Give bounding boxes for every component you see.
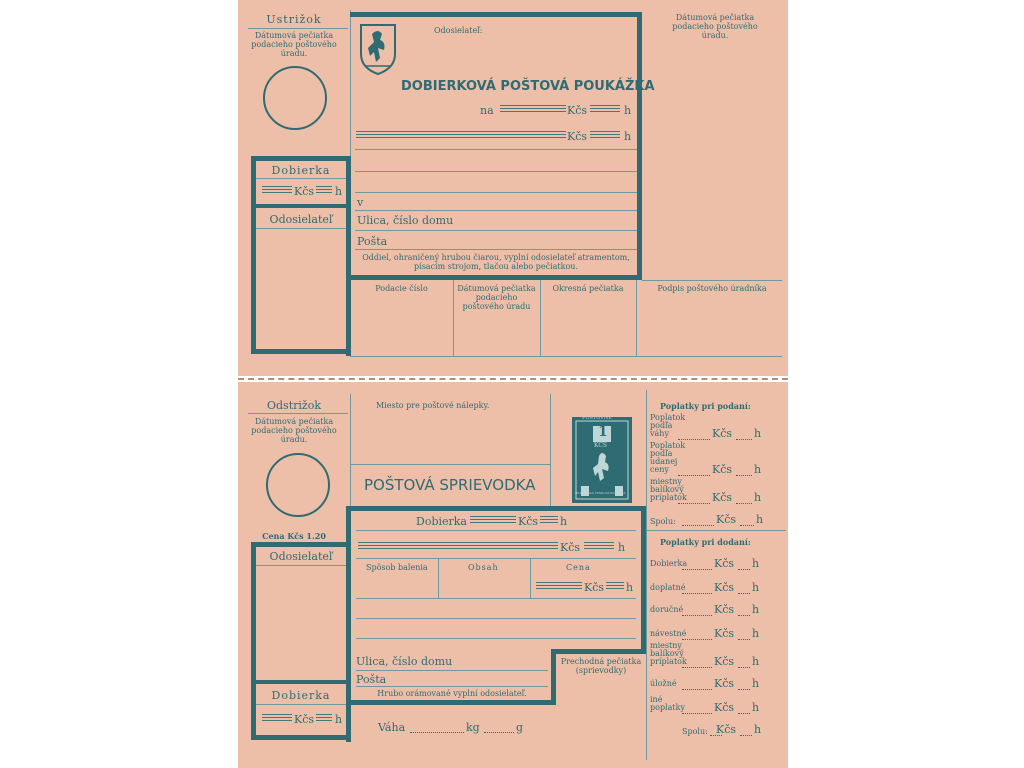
card-dobierkova-poukazka (238, 0, 788, 376)
fee-podani-3-h: h (754, 491, 762, 504)
cena-h: h (626, 581, 634, 594)
na-hatch (500, 105, 566, 114)
divider (355, 149, 637, 150)
fee-podani-3-l2: balíkový (650, 485, 684, 494)
words-h-hatch (590, 131, 620, 140)
podpis-uradnika: Podpis poštového úradníka (657, 284, 767, 293)
fee-podani-2-l3: udanej (650, 457, 678, 466)
vaha-dots (410, 732, 464, 733)
kg-label: kg (466, 721, 480, 734)
words-hatch (358, 542, 558, 551)
stub-stamp-note-1: Dátumová pečiatka (254, 31, 334, 40)
right-stamp-note-2: podacieho poštového (672, 22, 758, 31)
words-kcs: Kčs (560, 541, 581, 554)
divider (551, 649, 646, 654)
fee-podani-1-h: h (754, 427, 762, 440)
fee-podani-2-kcs: Kčs (712, 463, 733, 476)
fee-dodani-5-h: h (752, 655, 760, 668)
stamp-value: 1 (598, 424, 608, 440)
stub-h-hatch (316, 186, 332, 195)
divider (356, 670, 548, 671)
divider (346, 542, 351, 742)
fee-dodani-6-l1: úložné (650, 679, 677, 688)
fee-dodani-2-h: h (752, 581, 760, 594)
g-dots (484, 732, 514, 733)
divider (350, 356, 782, 357)
obsah-label: Obsah (468, 563, 499, 572)
divider (355, 249, 637, 250)
divider (646, 530, 786, 531)
vaha-label: Váha (378, 721, 406, 734)
words-h-hatch (584, 542, 614, 551)
stub-h: h (335, 185, 343, 198)
dobierka-h: h (560, 515, 568, 528)
divider (550, 394, 551, 506)
fee-podani-3-l1: miestny (650, 477, 682, 486)
divider (256, 680, 346, 684)
fees-podani-title: Poplatky pri podaní: (660, 401, 751, 411)
note-line-1: Oddiel, ohraničený hrubou čiarou, vyplní odosielateľ atramentom, (362, 253, 630, 262)
fee-dodani-1-dots (682, 569, 712, 570)
prechodna-2: (sprievodky) (575, 666, 627, 675)
fee-dodani-7-h: h (752, 701, 760, 714)
fee-dodani-2-hdots (738, 593, 750, 594)
dobierka-h-hatch (540, 516, 558, 525)
fee-dodani-6-kcs: Kčs (714, 677, 735, 690)
stub-sender-box (251, 542, 351, 740)
cena-hatch (536, 582, 582, 591)
divider (346, 700, 556, 705)
stub-title: Ustrižok (266, 13, 322, 26)
podacie-cislo: Podacie číslo (375, 284, 428, 293)
datumova-2: podacieho (475, 293, 518, 302)
fee-podani-2-dots (678, 475, 710, 476)
fee-podani-1-dots (678, 439, 710, 440)
fee-podani-spolu: Spolu: (650, 517, 676, 526)
fee-dodani-3-l1: doručné (650, 605, 684, 614)
fee-podani-3-dots (678, 503, 710, 504)
fee-dodani-1-kcs: Kčs (714, 557, 735, 570)
stub-amount-hatch (262, 714, 292, 723)
stub-dobierka: Dobierka (271, 689, 331, 702)
stub-amount-hatch (262, 186, 292, 195)
fee-podani-1-kcs: Kčs (712, 427, 733, 440)
fee-dodani-5-hdots (738, 667, 750, 668)
divider (530, 558, 531, 598)
fee-dodani-2-l1: doplatné (650, 583, 686, 592)
words-h: h (624, 130, 632, 143)
divider (256, 565, 346, 566)
fee-dodani-7-l1: iné (650, 695, 663, 704)
note-label: Hrubo orámované vyplní odosielateľ. (377, 689, 527, 698)
divider (256, 178, 346, 179)
fee-dodani-1-h: h (752, 557, 760, 570)
fee-dodani-7-kcs: Kčs (714, 701, 735, 714)
fee-dodani-2-kcs: Kčs (714, 581, 735, 594)
divider (256, 204, 346, 208)
fee-podani-2-l1: Poplatok (650, 441, 686, 450)
coat-of-arms-icon (358, 22, 398, 76)
right-stamp-note-1: Dátumová pečiatka (675, 13, 755, 22)
divider (256, 704, 346, 705)
ulica-label: Ulica, číslo domu (357, 214, 454, 227)
divider (356, 598, 636, 599)
stub-stamp-note-2: podacieho poštového (251, 426, 337, 435)
fee-dodani-7-dots (682, 713, 712, 714)
perforation-line (238, 378, 788, 380)
stub-stamp-note-3: úradu. (280, 435, 308, 444)
card-postova-sprievodka (238, 382, 788, 768)
sprievodka-title: POŠTOVÁ SPRIEVODKA (364, 476, 536, 494)
cena-label: Cena (566, 563, 591, 572)
divider (355, 171, 637, 172)
fee-dodani-1-l1: Dobierka (650, 559, 688, 568)
na-label: na (480, 104, 494, 117)
prechodna-1: Prechodná pečiatka (560, 657, 642, 666)
miesto-nalepky: Miesto pre poštové nálepky. (376, 401, 490, 410)
stub-h: h (335, 713, 343, 726)
fee-dodani-3-dots (682, 615, 712, 616)
g-label: g (516, 721, 524, 734)
fee-dodani-3-kcs: Kčs (714, 603, 735, 616)
divider (248, 28, 348, 29)
main-title: DOBIERKOVÁ POŠTOVÁ POUKÁŽKA (401, 79, 655, 94)
dobierka-kcs: Kčs (518, 515, 539, 528)
divider (346, 156, 351, 356)
stamp-top: POŠTOVNÉ (582, 415, 612, 421)
stub-odosielatel: Odosielateľ (269, 550, 333, 563)
fee-podani-2-l4: ceny (650, 465, 669, 474)
divider (356, 638, 636, 639)
stub-stamp-note-2: podacieho poštového (251, 40, 337, 49)
divider (646, 390, 647, 760)
fee-dodani-1-hdots (738, 569, 750, 570)
divider (355, 192, 637, 193)
datumova-3: poštového úradu (462, 302, 531, 311)
fee-dodani-5-l2: balíkový (650, 649, 684, 658)
fee-podani-1-l2: podľa (650, 421, 673, 430)
fee-dodani-4-l1: návestné (650, 629, 687, 638)
fee-dodani-4-dots (682, 639, 712, 640)
fee-dodani-spolu-h: h (754, 723, 762, 736)
divider (256, 228, 346, 229)
stamp-side: REPUBLIKA ČESKOSLOVENSKÁ (575, 491, 626, 495)
fees-dodani-title: Poplatky pri dodaní: (660, 537, 751, 547)
fee-podani-spolu-hdots (740, 525, 754, 526)
note-line-2: písacím strojom, tlačou alebo pečiatkou. (414, 262, 578, 271)
fee-podani-2-l2: podľa (650, 449, 673, 458)
fee-podani-3-kcs: Kčs (712, 491, 733, 504)
stub-stamp-circle (266, 453, 330, 517)
fee-dodani-5-l1: miestny (650, 641, 682, 650)
fee-dodani-5-l3: príplatok (650, 657, 687, 666)
fee-podani-1-l1: Poplatok (650, 413, 686, 422)
posta-label: Pošta (356, 673, 387, 686)
fee-dodani-6-h: h (752, 677, 760, 690)
divider (438, 558, 439, 598)
divider (346, 506, 646, 511)
stub-cena: Cena Kčs 1.20 (262, 531, 326, 541)
v-label: v (357, 196, 364, 209)
divider (346, 275, 356, 280)
fee-podani-spolu-kcs: Kčs (716, 513, 737, 526)
fee-dodani-2-dots (682, 593, 712, 594)
stub-title: Odstrižok (267, 399, 321, 412)
datumova-1: Dátumová pečiatka (457, 284, 536, 293)
fee-dodani-spolu-kcs: Kčs (716, 723, 737, 736)
divider (356, 686, 548, 687)
stub-kcs: Kčs (294, 713, 315, 726)
divider (355, 210, 637, 211)
divider (356, 618, 636, 619)
fee-podani-1-l3: váhy (650, 429, 669, 438)
stub-stamp-note-1: Dátumová pečiatka (254, 417, 334, 426)
fee-podani-spolu-h: h (756, 513, 764, 526)
divider (356, 558, 636, 559)
fee-dodani-spolu-hdots (740, 735, 752, 736)
fee-dodani-4-kcs: Kčs (714, 627, 735, 640)
stub-h-hatch (316, 714, 332, 723)
divider (642, 280, 782, 281)
okresna-peciatka: Okresná pečiatka (552, 284, 624, 293)
right-stamp-note-3: úradu. (701, 31, 729, 40)
divider (355, 230, 637, 231)
divider (350, 464, 550, 465)
fee-dodani-4-hdots (738, 639, 750, 640)
fee-podani-1-hdots (736, 439, 752, 440)
fee-dodani-6-dots (682, 689, 712, 690)
divider (248, 413, 348, 414)
posta-label: Pošta (357, 235, 388, 248)
fee-dodani-spolu: Spolu: (682, 727, 708, 736)
stub-stamp-note-3: úradu. (280, 49, 308, 58)
dobierka-label: Dobierka (416, 515, 467, 528)
fee-podani-3-l3: príplatok (650, 493, 687, 502)
stub-dobierka-label: Dobierka (271, 164, 331, 177)
ulica-label: Ulica, číslo domu (356, 655, 453, 668)
fee-podani-2-h: h (754, 463, 762, 476)
fee-podani-spolu-dots (682, 525, 714, 526)
fee-dodani-7-l2: poplatky (650, 703, 685, 712)
fee-podani-3-hdots (736, 503, 752, 504)
words-hatch (356, 131, 566, 140)
fee-dodani-7-hdots (738, 713, 750, 714)
sposob-balenia: Spôsob balenia (366, 563, 428, 572)
fee-dodani-3-hdots (738, 615, 750, 616)
stub-stamp-circle (263, 66, 327, 130)
stub-odosielatel: Odosielateľ (269, 213, 333, 226)
fee-dodani-5-dots (682, 667, 712, 668)
fee-dodani-6-hdots (738, 689, 750, 690)
main-odosielatel-label: Odosielateľ: (434, 26, 483, 35)
words-kcs: Kčs (567, 130, 588, 143)
na-h: h (624, 104, 632, 117)
fee-dodani-3-h: h (752, 603, 760, 616)
divider (356, 530, 636, 531)
stub-kcs: Kčs (294, 185, 315, 198)
words-h: h (618, 541, 626, 554)
cena-kcs: Kčs (584, 581, 605, 594)
na-kcs: Kčs (567, 104, 588, 117)
divider (346, 506, 351, 546)
fee-dodani-5-kcs: Kčs (714, 655, 735, 668)
fee-dodani-4-h: h (752, 627, 760, 640)
stamp-kcs: KČS (594, 442, 608, 449)
dobierka-hatch (470, 516, 516, 525)
fee-podani-2-hdots (736, 475, 752, 476)
cena-h-hatch (606, 582, 624, 591)
na-h-hatch (590, 105, 620, 114)
